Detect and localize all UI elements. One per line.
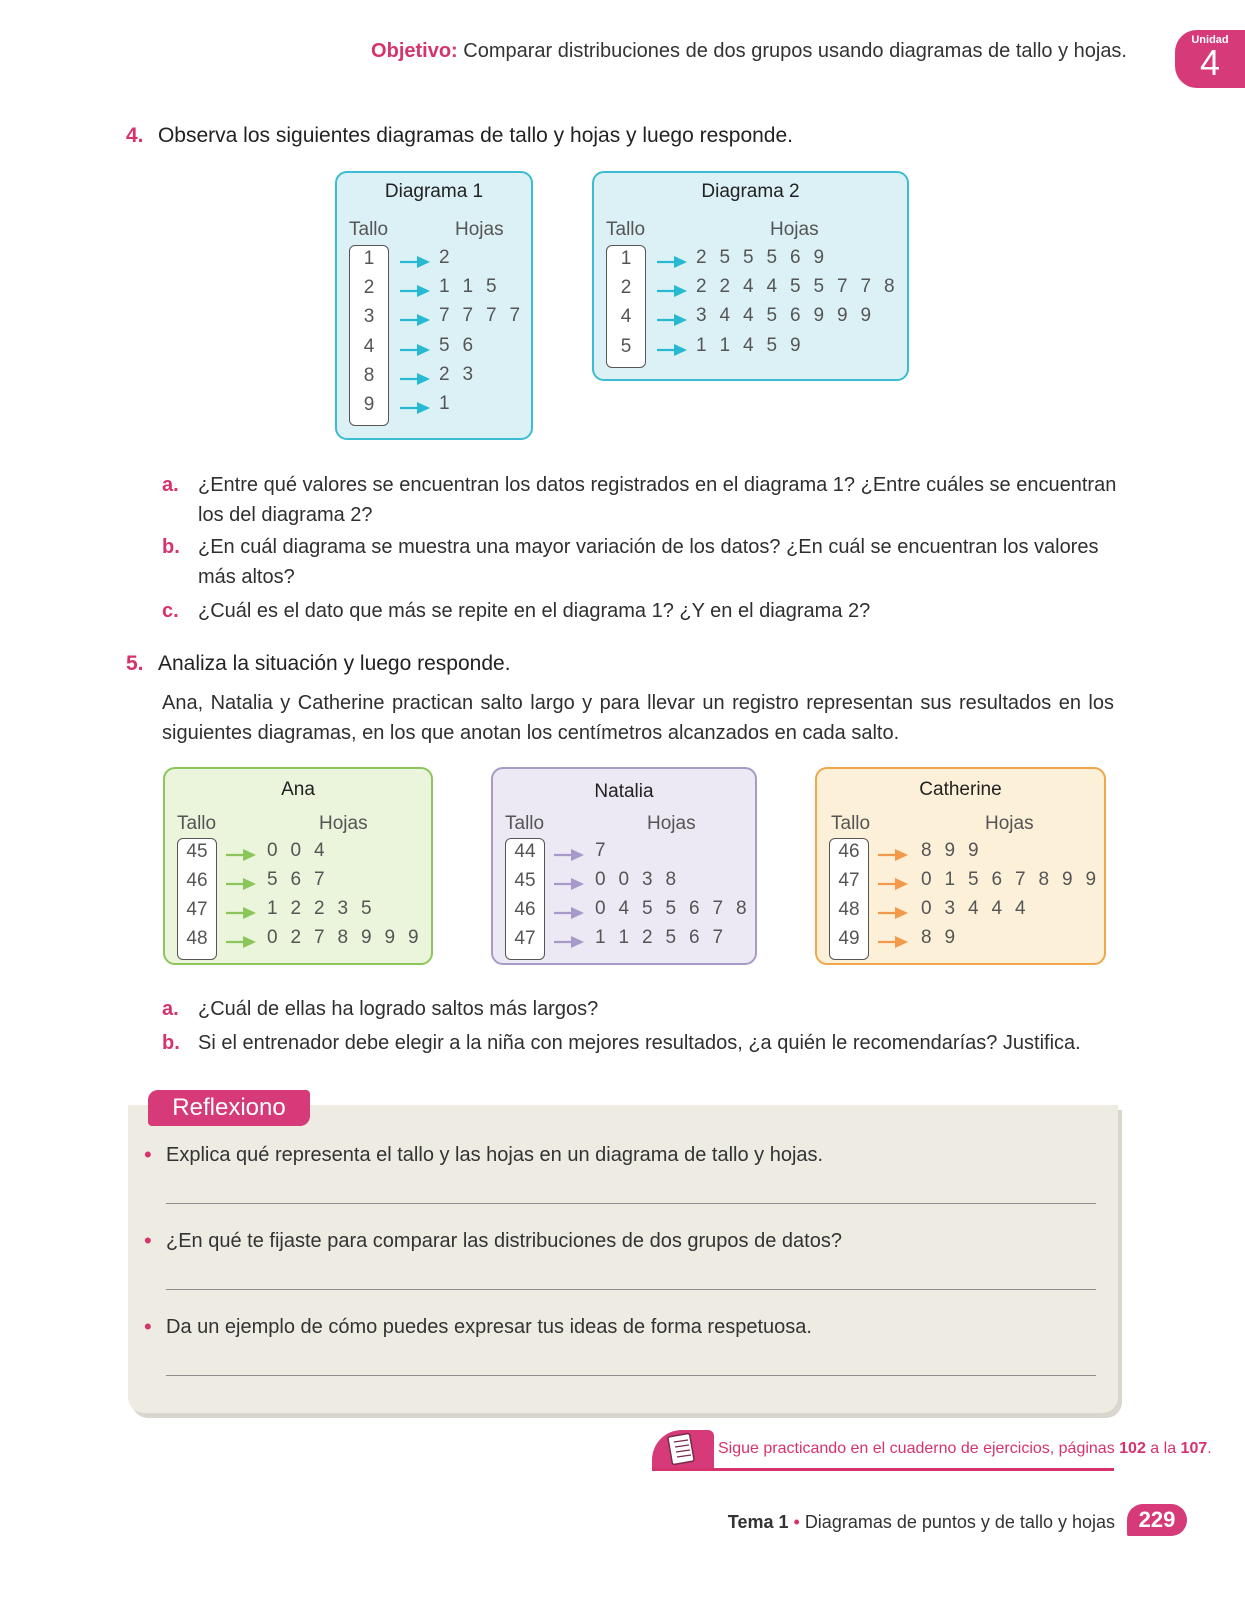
leaf-value: 4 [1015,898,1026,919]
leaf-value: 8 [736,898,747,919]
leaf-value: 4 [743,276,754,298]
arrow-right-icon [399,313,431,327]
leaf-value: 7 [314,869,325,890]
practice-mid: a la [1145,1440,1181,1457]
reflexiono-item-1-text: Explica qué representa el tallo y las hojas en un diagrama de tallo y hojas. [166,1144,824,1166]
leaf-value: 9 [408,927,419,948]
objective [371,40,1127,63]
leaf-value: 7 [595,840,606,861]
arrow-right-icon [225,877,257,891]
q4-number: 4. [126,124,144,147]
leaf-value: 2 [696,247,707,268]
stem-column [829,838,869,960]
leaf-value: 9 [860,305,872,327]
stem-column [606,245,646,368]
leaf-value: 9 [1062,869,1073,890]
leaf-value: 1 [439,393,450,414]
leaf-value: 7 [837,276,848,298]
practice-prefix: Sigue practicando en el cuaderno de ejercicios, páginas [718,1440,1120,1457]
leaf-row [439,247,463,269]
leaf-value: 7 [1015,869,1026,890]
leaf-value: 9 [968,840,979,861]
q4-c-line1: ¿Cuál es el dato que más se repite en el diagrama 1? ¿Y en el diagrama 2? [198,600,871,622]
notebook-icon [652,1430,714,1468]
q5-a-text: ¿Cuál de ellas ha logrado saltos más largos? [198,998,599,1020]
leaf-value: 1 [696,334,707,356]
arrow-right-icon [225,906,257,920]
leaf-value: 8 [884,276,895,298]
leaf-value: 5 [766,305,778,327]
leaf-value: 6 [290,869,302,890]
diagram-title: Catherine [919,779,1002,800]
practice-end: . [1207,1440,1212,1457]
stem-header: Tallo [606,219,646,240]
arrow-right-icon [553,906,585,920]
leaf-value: 5 [361,898,372,919]
leaf-row [267,927,432,949]
q4-heading [126,124,793,148]
arrow-right-icon [399,255,431,269]
leaf-value: 2 [439,363,450,385]
leaf-header: Hojas [770,219,819,240]
leaf-value: 9 [813,247,825,268]
diagram-1 [335,171,533,440]
q4-a-line2: los del diagrama 2? [198,504,373,526]
leaf-value: 6 [790,247,801,268]
reflexiono-item-3 [144,1314,812,1339]
leaf-row [595,927,736,949]
leaf-value: 0 [618,869,630,890]
leaf-value: 1 [439,276,450,298]
leaf-value: 9 [944,927,956,948]
stem-value: 4 [620,306,632,328]
arrow-right-icon [399,284,431,298]
leaf-header: Hojas [319,813,368,834]
leaf-row [696,276,908,298]
q5-title: Analiza la situación y luego responde. [157,652,511,675]
stem-value: 49 [838,928,860,949]
arrow-right-icon [877,877,909,891]
answer-line-3[interactable] [166,1375,1096,1376]
bullet-icon: • [144,1314,152,1339]
leaf-row [921,869,1109,891]
q5-paragraph [162,688,1114,748]
leaf-value: 8 [665,869,677,890]
stem-value: 5 [620,335,632,357]
leaf-value: 1 [267,898,278,919]
reflexiono-label: Reflexiono [148,1090,310,1126]
stem-value: 8 [363,364,375,386]
leaf-value: 3 [337,898,349,919]
leaf-value: 1 [595,927,606,948]
leaf-value: 4 [968,898,979,919]
leaf-value: 7 [509,305,521,327]
stem-value: 4 [363,335,375,357]
reflexiono-item-2-text: ¿En qué te fijaste para comparar las distribuciones de dos grupos de datos? [166,1230,842,1252]
q5-a-letter: a. [162,998,179,1020]
objective-text: Comparar distribuciones de dos grupos usando diagramas de tallo y hojas. [463,40,1127,62]
stem-value: 3 [363,306,375,328]
arrow-right-icon [399,343,431,357]
leaf-value: 2 [719,276,731,298]
q4-b-line1: ¿En cuál diagrama se muestra una mayor variación de los datos? ¿En cuál se encuentran los valores [198,536,1099,558]
unit-tab [1175,30,1245,88]
arrow-right-icon [399,372,431,386]
leaf-value: 6 [689,927,700,948]
stem-value: 48 [838,899,860,920]
stem-column [349,245,389,426]
stem-header: Tallo [349,219,389,240]
reflexiono-item-3-text: Da un ejemplo de cómo puedes expresar tus ideas de forma respetuosa. [166,1316,812,1338]
diagram-title: Ana [281,779,315,800]
q5-para-line1: Ana, Natalia y Catherine practican salto largo y para llevar un registro representan sus resultados en los [162,692,1114,714]
arrow-right-icon [225,848,257,862]
leaf-row [439,393,463,415]
leaf-row [439,276,510,298]
diagram-title: Diagrama 1 [384,181,484,202]
q4-question-b [162,532,1122,592]
leaf-value: 5 [439,334,450,356]
stem-header: Tallo [177,813,217,834]
leaf-value: 2 [314,898,325,919]
practice-text [718,1440,1212,1458]
leaf-value: 3 [944,898,956,919]
practice-page-from: 102 [1119,1440,1146,1457]
leaf-value: 5 [968,869,979,890]
q5-para-line2: siguientes diagramas, en los que anotan los centímetros alcanzados en cada salto. [162,722,900,744]
leaf-value: 0 [267,927,278,948]
leaf-row [696,305,884,327]
leaf-value: 4 [766,276,778,298]
leaf-value: 0 [921,898,932,919]
reflexiono-item-2 [144,1228,842,1253]
stem-header: Tallo [505,813,545,834]
stem-value: 46 [186,870,208,891]
leaf-value: 5 [719,247,731,268]
leaf-value: 9 [837,305,848,327]
leaf-value: 5 [267,869,278,890]
diagram-title: Natalia [594,781,654,802]
leaf-value: 0 [595,898,606,919]
arrow-right-icon [656,284,688,298]
leaf-value: 1 [944,869,956,890]
leaf-value: 5 [743,247,754,268]
leaf-value: 9 [384,927,396,948]
q4-a-line1: ¿Entre qué valores se encuentran los datos registrados en el diagrama 1? ¿Entre cuáles se encuentran [198,474,1117,496]
leaf-value: 0 [267,840,278,861]
leaf-value: 4 [618,898,630,919]
leaf-row [267,898,385,920]
q5-question-b [162,1028,1122,1058]
leaf-value: 9 [944,840,956,861]
page-number: 229 [1127,1504,1187,1536]
leaf-value: 5 [790,276,801,298]
q4-b-letter: b. [162,536,180,558]
leaf-row [439,335,486,357]
leaf-row [267,869,338,891]
arrow-right-icon [399,401,431,415]
leaf-value: 7 [486,305,497,327]
leaf-value: 6 [462,334,474,356]
leaf-value: 3 [696,305,707,327]
objective-label: Objetivo: [371,40,458,62]
practice-banner [652,1428,1212,1468]
leaf-value: 2 [290,927,302,948]
stem-value: 47 [186,899,208,920]
leaf-value: 5 [665,898,677,919]
q5-b-letter: b. [162,1032,180,1054]
diagram-ana [163,767,433,965]
leaf-value: 2 [290,898,302,919]
leaf-value: 6 [790,305,801,327]
answer-line-2[interactable] [166,1289,1096,1290]
arrow-right-icon [553,877,585,891]
leaf-value: 8 [1038,869,1050,890]
answer-line-1[interactable] [166,1203,1096,1204]
leaf-row [696,247,837,269]
leaf-value: 7 [712,927,724,948]
leaf-row [921,840,992,862]
stem-value: 45 [186,841,208,862]
leaf-value: 5 [813,276,825,298]
leaf-row [439,364,486,386]
stem-value: 44 [514,841,536,862]
footer-tema: Tema 1 [727,1512,789,1532]
stem-column [505,838,545,960]
q4-c-letter: c. [162,600,179,622]
leaf-header: Hojas [455,219,504,240]
q5-heading [126,652,511,676]
leaf-row [595,869,689,891]
leaf-value: 0 [290,840,302,861]
footer-sep: • [788,1512,805,1532]
leaf-value: 7 [462,305,474,327]
leaf-value: 2 [642,927,653,948]
leaf-value: 2 [439,247,450,268]
diagram-2 [592,171,909,381]
stem-value: 2 [620,277,632,299]
stem-value: 47 [838,870,860,891]
stem-value: 45 [514,870,536,891]
diagram-title: Diagrama 2 [701,181,800,202]
leaf-row [267,840,338,862]
leaf-value: 4 [743,305,754,327]
stem-value: 1 [363,248,375,269]
leaf-row [921,927,968,949]
leaf-value: 3 [462,363,474,385]
leaf-value: 1 [719,334,731,356]
leaf-value: 9 [813,305,825,327]
leaf-value: 0 [595,869,606,890]
arrow-right-icon [877,935,909,949]
leaf-row [439,305,533,327]
q4-b-line2: más altos? [198,566,295,588]
stem-value: 1 [620,248,632,269]
bullet-icon: • [144,1228,152,1253]
footer-topic [728,1512,1115,1533]
leaf-value: 7 [314,927,325,948]
leaf-value: 9 [1085,869,1097,890]
leaf-value: 5 [766,334,778,356]
stem-value: 46 [514,899,536,920]
footer-subtitle: Diagramas de puntos y de tallo y hojas [804,1512,1115,1532]
arrow-right-icon [656,255,688,269]
leaf-value: 6 [689,898,700,919]
q5-b-text: Si el entrenador debe elegir a la niña con mejores resultados, ¿a quién le recomendarías? Justifica. [198,1032,1081,1054]
leaf-value: 4 [991,898,1003,919]
leaf-value: 0 [921,869,932,890]
leaf-value: 7 [439,305,450,327]
leaf-value: 5 [486,276,497,298]
practice-page-to: 107 [1180,1440,1208,1457]
leaf-value: 2 [696,276,707,298]
arrow-right-icon [656,313,688,327]
stem-value: 47 [514,928,536,949]
stem-column [177,838,217,960]
q5-question-a [162,994,1122,1024]
q5-number: 5. [126,652,144,675]
leaf-value: 8 [921,840,932,861]
leaf-row [595,840,619,862]
diagram-natalia [491,767,757,965]
leaf-value: 3 [642,869,653,890]
leaf-value: 7 [860,276,872,298]
leaf-value: 9 [790,334,801,356]
arrow-right-icon [553,935,585,949]
leaf-header: Hojas [647,813,696,834]
stem-value: 48 [186,928,208,949]
q4-question-a [162,470,1122,530]
leaf-header: Hojas [985,813,1034,834]
leaf-value: 1 [618,927,630,948]
leaf-value: 8 [921,927,932,948]
q4-a-letter: a. [162,474,179,496]
leaf-value: 5 [642,898,653,919]
stem-header: Tallo [831,813,871,834]
leaf-value: 4 [719,305,731,327]
unit-label: Unidad [1191,34,1229,46]
diagram-catherine [815,767,1106,965]
leaf-value: 4 [314,840,325,861]
arrow-right-icon [225,935,257,949]
leaf-value: 6 [991,869,1003,890]
arrow-right-icon [877,906,909,920]
leaf-value: 7 [712,898,724,919]
leaf-value: 1 [462,276,474,298]
bullet-icon: • [144,1142,152,1167]
stem-value: 2 [363,277,375,299]
stem-value: 9 [363,394,375,415]
leaf-value: 4 [743,334,754,356]
leaf-value: 9 [361,927,372,948]
leaf-value: 5 [766,247,778,268]
q4-question-c [162,596,1122,626]
leaf-row [595,898,760,920]
arrow-right-icon [656,343,688,357]
q4-title: Observa los siguientes diagramas de tallo y hojas y luego responde. [157,124,794,147]
leaf-value: 8 [337,927,349,948]
unit-number: 4 [1199,42,1221,83]
leaf-value: 5 [665,927,677,948]
stem-value: 46 [838,841,860,862]
leaf-row [921,898,1039,920]
arrow-right-icon [877,848,909,862]
reflexiono-item-1 [144,1142,824,1167]
arrow-right-icon [553,848,585,862]
leaf-row [696,335,814,357]
